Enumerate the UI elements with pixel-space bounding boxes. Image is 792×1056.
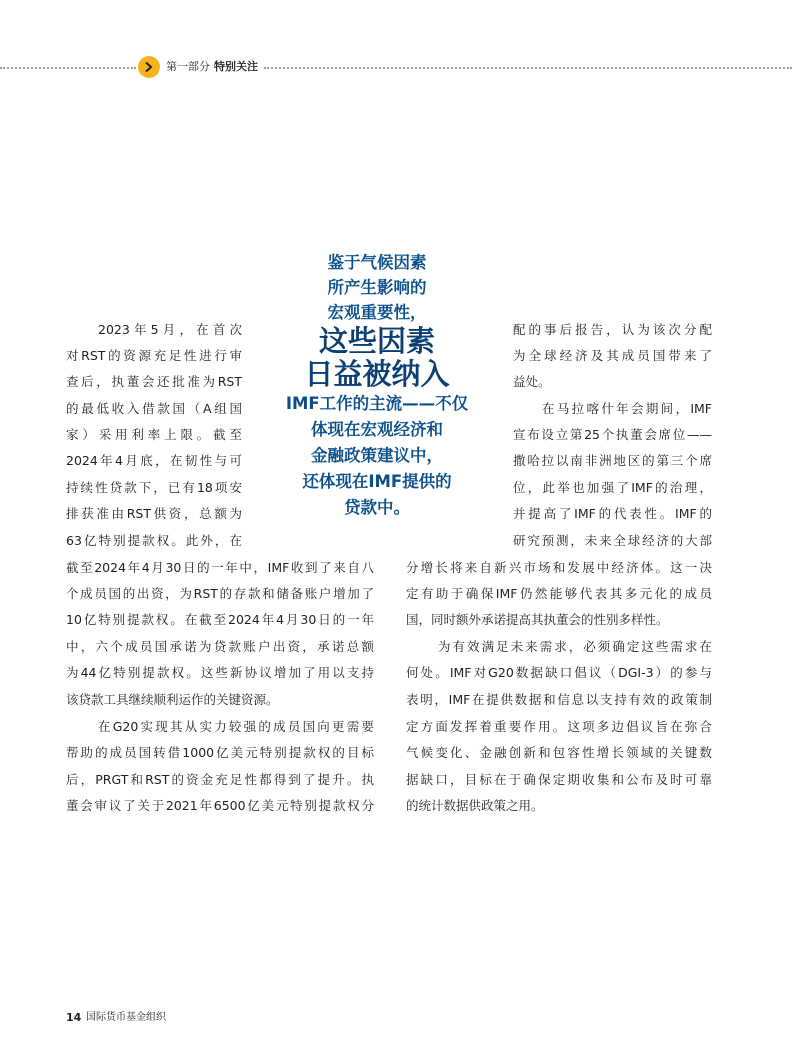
body-line: 为44亿特别提款权。这些新协议增加了用以支持 <box>66 665 374 680</box>
body-line: 在G20实现其从实力较强的成员国向更需要 <box>98 719 374 734</box>
body-line: 63亿特别提款权。此外，在 <box>66 533 242 548</box>
body-line: 宣布设立第25个执董会席位—— <box>513 427 712 442</box>
body-line: 分增长将来自新兴市场和发展中经济体。这一决 <box>406 560 712 575</box>
pull-quote-emphasis: 这些因素 <box>318 324 435 358</box>
pull-quote <box>262 250 492 521</box>
body-line: 研究预测，未来全球经济的大部 <box>513 533 712 548</box>
body-line: 中，六个成员国承诺为贷款账户出资，承诺总额 <box>66 639 374 654</box>
body-line: 国，同时额外承诺提高其执董会的性别多样性。 <box>406 612 669 627</box>
pull-quote-line: 体现在宏观经济和 <box>311 420 443 439</box>
body-line: 排获准由RST供资，总额为 <box>66 506 242 521</box>
section-label: 第一部分 <box>166 60 210 73</box>
body-line: 截至2024年4月30日的一年中，IMF收到了来自八 <box>66 560 374 575</box>
pull-quote-line: IMF工作的主流——不仅 <box>285 394 469 413</box>
body-line: 定有助于确保IMF仍然能够代表其多元化的成员 <box>406 586 712 601</box>
body-line: 持续性贷款下，已有18项安 <box>66 480 242 495</box>
body-line: 董会审议了关于2021年6500亿美元特别提款权分 <box>66 798 374 813</box>
body-line: 对RST的资源充足性进行审 <box>66 348 242 363</box>
subsection-label: 特别关注 <box>214 60 258 73</box>
header-divider-left <box>0 67 136 69</box>
body-line: 据缺口，目标在于确保定期收集和公布及时可靠 <box>406 772 712 787</box>
body-line: 的最低收入借款国（A组国 <box>66 401 242 416</box>
pull-quote-line: 鉴于气候因素 <box>327 253 427 272</box>
body-line: 撒哈拉以南非洲地区的第三个席 <box>513 453 712 468</box>
body-line: 帮助的成员国转借1000亿美元特别提款权的目标 <box>66 745 374 760</box>
body-line: 何处。IMF对G20数据缺口倡议（DGI-3）的参与 <box>406 665 712 680</box>
body-line: 2024年4月底，在韧性与可 <box>66 453 242 468</box>
body-line: 后，PRGT和RST的资金充足性都得到了提升。执 <box>66 772 374 787</box>
body-line: 在马拉喀什年会期间，IMF <box>542 401 712 416</box>
header-divider-right <box>264 67 792 69</box>
body-line: 家）采用利率上限。截至 <box>66 427 242 442</box>
body-line: 位，此举也加强了IMF的治理， <box>513 480 712 495</box>
body-line: 查后，执董会还批准为RST <box>66 374 242 389</box>
page-number: 14 <box>66 1011 82 1024</box>
body-line: 10亿特别提款权。在截至2024年4月30日的一年 <box>66 612 374 627</box>
body-line: 该贷款工具继续顺利运作的关键资源。 <box>66 692 279 707</box>
body-line: 个成员国的出资，为RST的存款和储备账户增加了 <box>66 586 374 601</box>
body-line: 并提高了IMF的代表性。IMF的 <box>513 506 712 521</box>
pull-quote-line: 贷款中。 <box>344 498 410 517</box>
section-header <box>166 60 258 74</box>
body-line: 定方面发挥着重要作用。这项多边倡议旨在弥合 <box>406 719 712 734</box>
pull-quote-emphasis: 日益被纳入 <box>304 357 450 391</box>
body-line: 的统计数据供政策之用。 <box>406 798 544 813</box>
pull-quote-line: 宏观重要性， <box>327 303 427 322</box>
body-line: 表明，IMF在提供数据和信息以支持有效的政策制 <box>406 692 712 707</box>
footer-organization: 国际货币基金组织 <box>86 1012 166 1023</box>
body-line: 配的事后报告，认为该次分配 <box>513 322 712 337</box>
pull-quote-line: 还体现在IMF提供的 <box>302 472 452 491</box>
pull-quote-line: 所产生影响的 <box>327 278 427 297</box>
pull-quote-line: 金融政策建议中， <box>311 446 443 465</box>
body-line: 益处。 <box>513 374 551 389</box>
body-line: 2023年5月，在首次 <box>98 322 242 337</box>
body-line: 为全球经济及其成员国带来了 <box>513 348 712 363</box>
chevron-right-icon <box>138 56 160 78</box>
body-line: 气候变化、金融创新和包容性增长领域的关键数 <box>406 745 712 760</box>
body-line: 为有效满足未来需求，必须确定这些需求在 <box>438 639 712 654</box>
